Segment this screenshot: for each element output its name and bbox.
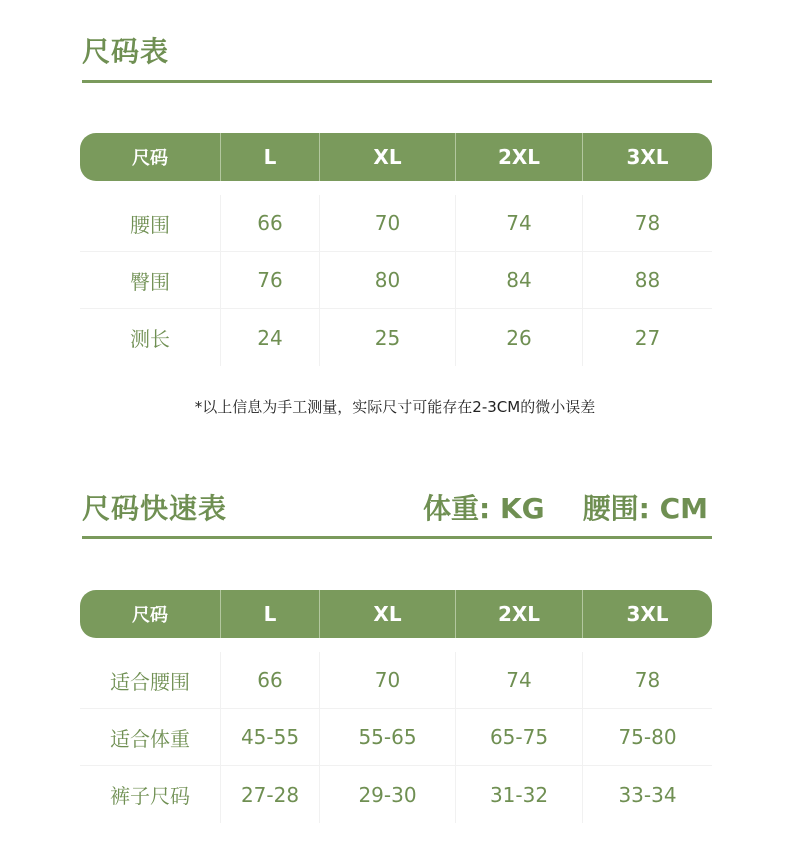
table-header — [80, 133, 712, 181]
table-cell: 29-30 — [320, 766, 456, 823]
table-cell: 24 — [221, 309, 320, 366]
weight-unit-label: 体重: KG — [423, 492, 545, 525]
size-chart-title: 尺码表 — [82, 35, 170, 68]
header-cell-xl: XL — [320, 590, 456, 638]
row-label: 腰围 — [80, 195, 221, 251]
header-cell-2xl: 2XL — [456, 133, 583, 181]
table-row — [80, 709, 712, 766]
header-cell-3xl: 3XL — [626, 602, 669, 626]
table-cell: 84 — [456, 252, 583, 308]
table-cell: 27-28 — [221, 766, 320, 823]
table-cell: 26 — [456, 309, 583, 366]
table-cell: 33-34 — [618, 782, 677, 807]
table-row — [80, 309, 712, 366]
quick-size-table — [80, 590, 712, 823]
row-label: 裤子尺码 — [80, 766, 221, 823]
table-cell: 78 — [634, 211, 661, 235]
measurement-note: *以上信息为手工测量，实际尺寸可能存在2-3CM的微小误差 — [194, 398, 596, 416]
table-cell: 74 — [456, 195, 583, 251]
title-divider — [82, 80, 712, 83]
table-cell: 76 — [221, 252, 320, 308]
table-row — [80, 652, 712, 709]
table-cell: 88 — [634, 268, 661, 292]
header-cell-xl: XL — [320, 133, 456, 181]
header-cell-3xl: 3XL — [626, 145, 669, 169]
quick-size-title: 尺码快速表 — [82, 492, 228, 525]
row-label: 适合体重 — [80, 709, 221, 765]
table-body — [80, 195, 712, 366]
table-cell: 27 — [634, 325, 661, 350]
table-cell: 45-55 — [221, 709, 320, 765]
row-label: 测长 — [80, 309, 221, 366]
table-cell: 66 — [221, 652, 320, 708]
table-row — [80, 252, 712, 309]
header-cell-size: 尺码 — [80, 590, 221, 638]
title-divider — [82, 536, 712, 539]
header-cell-l: L — [221, 133, 320, 181]
table-cell: 66 — [221, 195, 320, 251]
table-cell: 70 — [320, 652, 456, 708]
row-label: 适合腰围 — [80, 652, 221, 708]
header-cell-size: 尺码 — [80, 133, 221, 181]
table-cell: 25 — [320, 309, 456, 366]
header-cell-2xl: 2XL — [456, 590, 583, 638]
table-cell: 75-80 — [618, 725, 677, 749]
size-chart-table — [80, 133, 712, 366]
waist-unit-label: 腰围: CM — [582, 492, 708, 525]
table-row — [80, 195, 712, 252]
table-body — [80, 652, 712, 823]
table-cell: 70 — [320, 195, 456, 251]
table-cell: 78 — [634, 668, 661, 692]
header-cell-l: L — [221, 590, 320, 638]
table-cell: 31-32 — [456, 766, 583, 823]
table-header — [80, 590, 712, 638]
table-cell: 65-75 — [456, 709, 583, 765]
row-label: 臀围 — [80, 252, 221, 308]
table-cell: 74 — [456, 652, 583, 708]
table-row — [80, 766, 712, 823]
units-legend — [423, 487, 708, 527]
table-cell: 80 — [320, 252, 456, 308]
table-cell: 55-65 — [320, 709, 456, 765]
